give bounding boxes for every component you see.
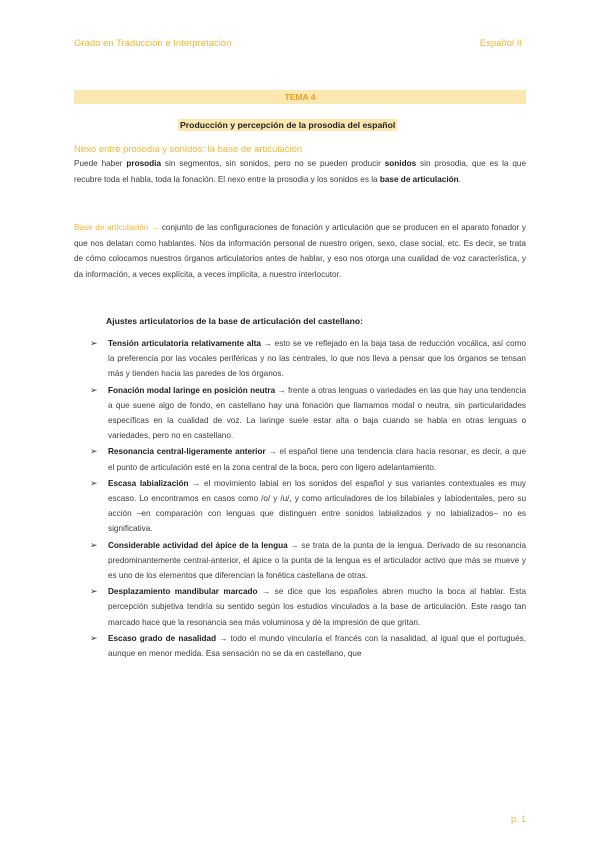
tema-band: TEMA 4 <box>74 90 526 104</box>
item-term: Escasa labialización <box>108 478 189 488</box>
list-item <box>90 584 526 630</box>
ajustes-list <box>90 336 526 662</box>
arrow-bullet-icon: ➢ <box>90 586 98 597</box>
item-term: Fonación modal laringe en posición neutra <box>108 385 276 395</box>
item-term: Escaso grado de nasalidad <box>108 633 217 643</box>
list-item <box>90 476 526 537</box>
arrow-bullet-icon: ➢ <box>90 539 98 550</box>
item-text: → el español tiene una tendencia clara hacia resonar, es decir, a que el punto de articulación esté en la zona central de la boca, pero con ligero adelantamiento. <box>108 447 526 472</box>
item-text: → frente a otras lenguas o variedades en las que hay una tendencia a que suene algo de fondo, en castellano hay una fonación que llamamos modal o neutra, sin particularidades específicas en la cualidad de voz. La laringe suele estar alta o baja cuando se habla en otras lenguas o variedades, pero no en castellano. <box>108 385 526 441</box>
section-heading: Nexo entre prosodia y sonidos: la base de articulación <box>74 144 303 155</box>
p1-text-1: Puede haber <box>74 159 127 168</box>
list-item <box>90 444 526 474</box>
list-item <box>90 538 526 584</box>
p1-text-4: . <box>458 174 461 184</box>
p1-bold-base: base de articulación <box>379 174 459 184</box>
arrow-bullet-icon: ➢ <box>90 477 98 488</box>
item-term: Desplazamiento mandibular marcado <box>108 587 258 597</box>
p1-bold-sonidos: sonidos <box>384 159 417 168</box>
p1-text-3: sin prosodia, que es la que recubre toda el habla, toda la fonación. El nexo entre la prosodia y los sonidos es la <box>74 159 527 184</box>
paragraph-prosodia <box>74 156 526 187</box>
arrow-bullet-icon: ➢ <box>90 632 98 643</box>
item-term: Tensión articulatoria relativamente alta <box>108 339 261 348</box>
item-text: → esto se ve reflejado en la baja tasa de reducción vocálica, así como la preferencia por las vocales periféricas y no las centrales, lo que nos lleva a pensar que los órganos se tensan más y tienden hacia las paredes de los órganos. <box>108 339 526 379</box>
arrow-bullet-icon: ➢ <box>90 338 98 348</box>
item-term: Considerable actividad del ápice de la lengua <box>108 540 288 550</box>
item-text: → todo el mundo vincularía el francés con la nasalidad, al igual que el portugués, aunque en menor medida. Esa sensación no se da en castellano, que <box>108 633 526 659</box>
paragraph-base-articulacion <box>74 220 526 282</box>
item-text: → se dice que los españoles abren mucho la boca al hablar. Esta percepción subjetiva tendría su sentido según los estudios vinculados a la base de articulación. Este rasgo tan marcado hace que la resonancia sea más voluminosa y dé la impresión de que gritan. <box>108 587 526 627</box>
item-text: → se trata de la punta de la lengua. Derivado de su resonancia predominantemente central-anterior, el ápice o la punta de la lengua es el articulador activo que más se mueve y es uno de los elementos que diferencian la fonética castellana de otras. <box>108 540 526 581</box>
p2-text: conjunto de las configuraciones de fonación y articulación que se producen en el aparato fonador y que nos delatan como hablantes. Nos da información personal de nuestro origen, sexo, clase social, etc. Es decir, se trata de cómo colocamos nuestros órganos articulatorios antes de hablar, y eso nos otorga una cualidad de voz característica, y da información, a veces explícita, a veces implícita, a nuestro interlocutor. <box>74 223 526 279</box>
p2-term: Base de articulación → <box>74 223 160 232</box>
header-course: Grado en Traducción e Interpretación <box>74 38 232 49</box>
page-number: p. 1 <box>510 814 526 824</box>
header-subject: Español II <box>479 38 522 49</box>
list-item <box>90 383 526 444</box>
item-term: Resonancia central-ligeramente anterior <box>108 447 266 457</box>
item-text: → el movimiento labial en los sonidos del español y sus variantes contextuales es muy escaso. Lo encontramos en casos como /o/ y /u/, y como articuladores de los bilabiales y labiodentales, pero su acción –en comparación con lenguas que distinguen entre sonidos labializados y no labializados– no es significativa. <box>108 478 526 534</box>
p1-text-2: sin segmentos, sin sonidos, pero no se pueden producir <box>161 159 385 168</box>
p1-bold-prosodia: prosodia <box>126 159 161 168</box>
arrow-bullet-icon: ➢ <box>90 384 98 395</box>
page-title: Producción y percepción de la prosodia del español <box>180 120 396 130</box>
arrow-bullet-icon: ➢ <box>90 446 98 457</box>
list-item <box>90 631 526 661</box>
list-item <box>90 336 526 382</box>
subheading-ajustes: Ajustes articulatorios de la base de articulación del castellano: <box>106 316 363 326</box>
